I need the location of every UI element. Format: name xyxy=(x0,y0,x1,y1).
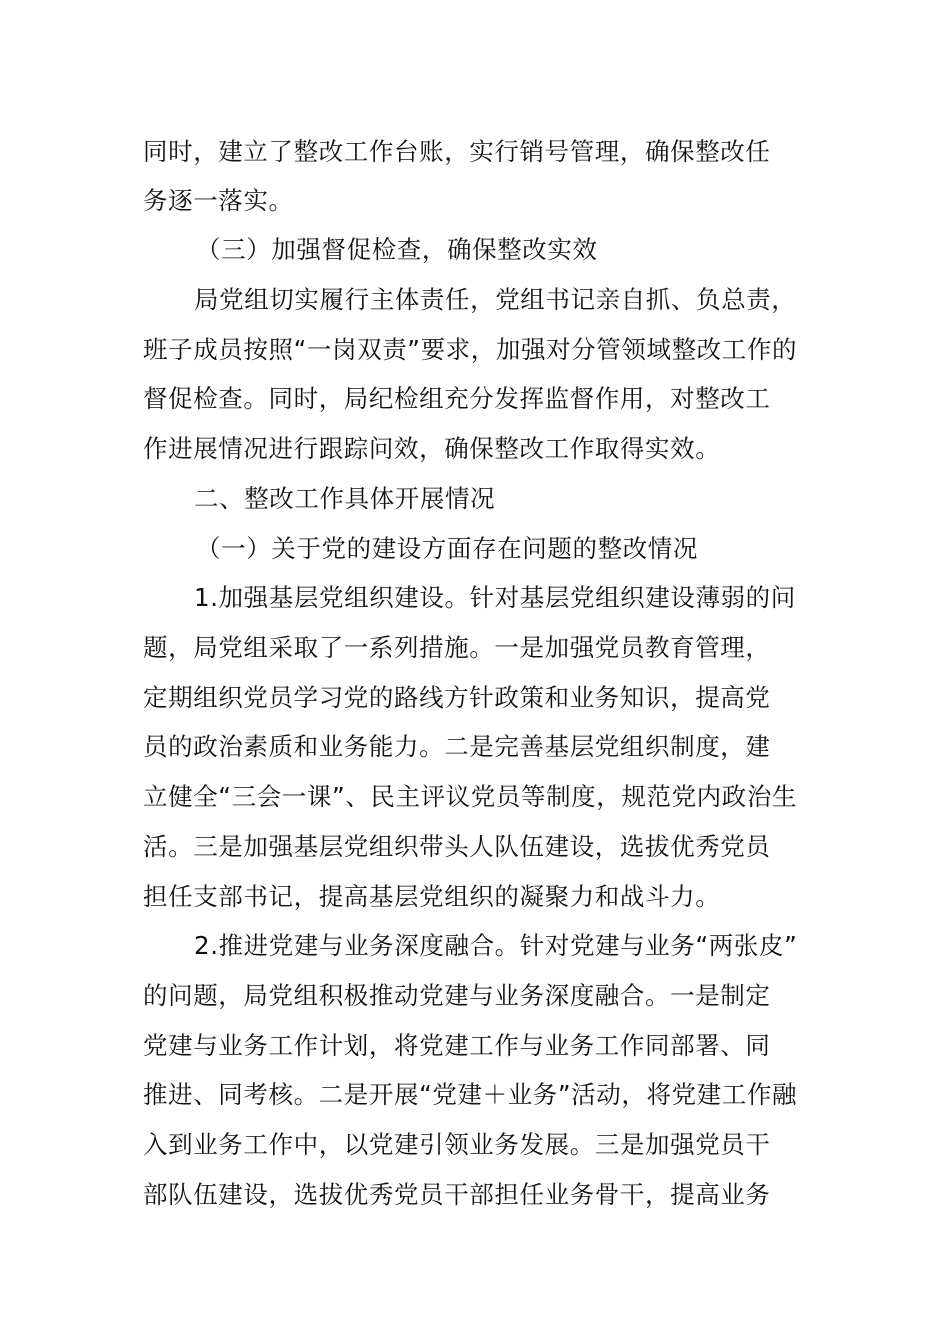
text-line: 的问题，局党组积极推动党建与业务深度融合。一是制定 xyxy=(143,981,771,1010)
text-line: 定期组织党员学习党的路线方针政策和业务知识，提高党 xyxy=(143,683,771,712)
text-line: 局党组切实履行主体责任，党组书记亲自抓、负总责， xyxy=(194,285,797,314)
text-line: 题，局党组采取了一系列措施。一是加强党员教育管理， xyxy=(143,633,771,662)
text-line: 务逐一落实。 xyxy=(143,186,294,215)
text-line: 立健全“三会一课”、民主评议党员等制度，规范党内政治生 xyxy=(143,782,798,811)
text-line: 推进、同考核。二是开展“党建＋业务”活动，将党建工作融 xyxy=(143,1080,798,1109)
text-line: 督促检查。同时，局纪检组充分发挥监督作用，对整改工 xyxy=(143,384,771,413)
text-line: 部队伍建设，选拔优秀党员干部担任业务骨干，提高业务 xyxy=(143,1180,771,1209)
text-line: 同时，建立了整改工作台账，实行销号管理，确保整改任 xyxy=(143,137,771,166)
text-line: 入到业务工作中，以党建引领业务发展。三是加强党员干 xyxy=(143,1130,771,1159)
text-line: 1.加强基层党组织建设。针对基层党组织建设薄弱的问 xyxy=(194,583,796,612)
text-line: 班子成员按照“一岗双责”要求，加强对分管领域整改工作的 xyxy=(143,335,798,364)
text-line: 担任支部书记，提高基层党组织的凝聚力和战斗力。 xyxy=(143,882,721,911)
section-heading: （一）关于党的建设方面存在问题的整改情况 xyxy=(196,534,698,563)
text-line: 党建与业务工作计划，将党建工作与业务工作同部署、同 xyxy=(143,1031,771,1060)
text-line: 活。三是加强基层党组织带头人队伍建设，选拔优秀党员 xyxy=(143,832,771,861)
text-line: 2.推进党建与业务深度融合。针对党建与业务“两张皮” xyxy=(194,931,798,960)
section-heading: 二、整改工作具体开展情况 xyxy=(194,484,496,513)
section-heading: （三）加强督促检查，确保整改实效 xyxy=(196,235,598,264)
text-line: 作进展情况进行跟踪问效，确保整改工作取得实效。 xyxy=(143,434,721,463)
text-line: 员的政治素质和业务能力。二是完善基层党组织制度，建 xyxy=(143,732,771,761)
